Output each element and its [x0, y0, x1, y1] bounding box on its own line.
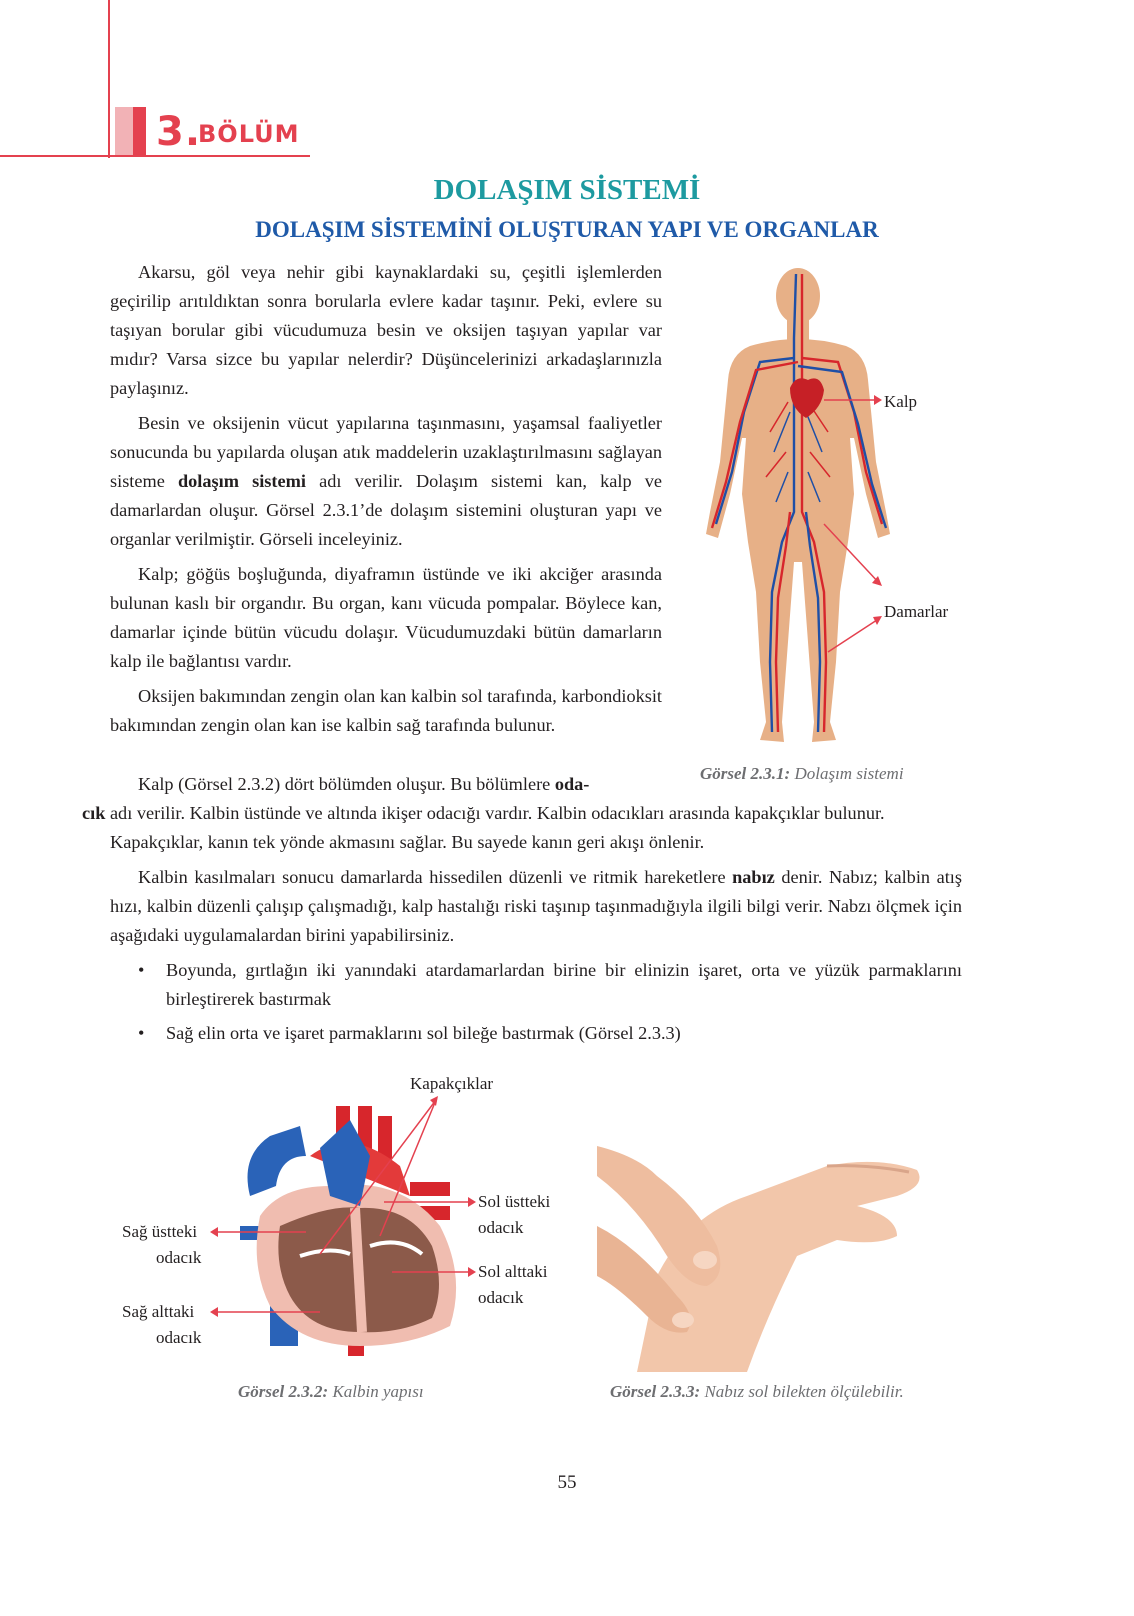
page-title: DOLAŞIM SİSTEMİ [433, 174, 701, 206]
bullet-list [110, 956, 962, 1048]
caption-text-2-3-3: Nabız sol bilekten ölçülebilir. [700, 1382, 904, 1401]
paragraph-5-text-a: Kalp (Görsel 2.3.2) dört bölümden oluşur. Bu bölümlere [138, 774, 555, 794]
term-oda: oda- [554, 774, 590, 794]
bullet-item-1: • Boyunda, gırtlağın iki yanındaki atardamarlardan birine bir elinizin işaret, orta ve yüzük parmaklarını birleştirerek bastırmak [166, 956, 962, 1014]
arrow-left-ventricle [392, 1264, 476, 1280]
label-kalp: Kalp [884, 392, 918, 411]
label-sag-alttaki-2: odacık [156, 1328, 202, 1347]
label-sol-ustteki-2: odacık [478, 1218, 524, 1237]
wrist-pulse-photo [597, 1136, 930, 1372]
header-horizontal-rule [0, 155, 310, 157]
caption-text-2-3-1: Dolaşım sistemi [790, 764, 904, 783]
paragraph-6 [110, 863, 962, 950]
term-dolasim-sistemi: dolaşım sistemi [178, 471, 306, 491]
paragraph-6-text-a: Kalbin kasılmaları sonucu damarlarda hissedilen düzenli ve ritmik hareketlere [138, 867, 733, 887]
term-nabiz: nabız [732, 867, 775, 887]
arrow-right-atrium [210, 1224, 306, 1240]
caption-figure-2-3-2 [238, 1380, 424, 1404]
label-sol-alttaki-2: odacık [478, 1288, 524, 1307]
paragraph-3: Kalp; göğüs boşluğunda, diyaframın üstünde ve iki akciğer arasında bulunan kaslı bir organdır. Bu organ, kanı vücuda pompalar. Böylece kan, damarlar içinde bütün vücudu dolaşır. Vücudumuzdaki bütün damarların kalp ile bağlantısı vardır. [110, 564, 662, 671]
arrow-left-atrium [384, 1194, 476, 1210]
label-sag-ustteki-1: Sağ üstteki [122, 1222, 198, 1241]
chapter-marker-dark [133, 107, 146, 155]
term-cik: cık [82, 803, 106, 823]
chapter-number: 3. [156, 109, 202, 155]
label-sol-alttaki-1: Sol alttaki [478, 1262, 548, 1281]
heart-arrowhead [874, 395, 882, 405]
superior-vena-cava [248, 1126, 307, 1196]
bullet-item-2: • Sağ elin orta ve işaret parmaklarını sol bileğe bastırmak (Görsel 2.3.3) [166, 1019, 962, 1048]
septum [355, 1208, 362, 1332]
arrow-right-ventricle [210, 1304, 320, 1320]
text-full-width [82, 770, 962, 1053]
text-column [110, 258, 662, 746]
label-kapakciklar: Kapakçıklar [410, 1074, 494, 1093]
label-sol-ustteki-1: Sol üstteki [478, 1192, 551, 1211]
label-sag-ustteki-2: odacık [156, 1248, 202, 1267]
body-silhouette [706, 268, 890, 742]
label-sag-alttaki-1: Sağ alttaki [122, 1302, 195, 1321]
paragraph-4: Oksijen bakımından zengin olan kan kalbin sol tarafında, karbondioksit bakımından zengin olan kan ise kalbin sağ tarafında bulunur. [110, 686, 662, 735]
caption-text-2-3-2: Kalbin yapısı [328, 1382, 424, 1401]
chapter-marker-light [115, 107, 133, 155]
section-subtitle: DOLAŞIM SİSTEMİNİ OLUŞTURAN YAPI VE ORGANLAR [255, 217, 879, 242]
caption-ref-2-3-3: Görsel 2.3.3: [610, 1382, 701, 1401]
paragraph-1: Akarsu, göl veya nehir gibi kaynaklardaki su, çeşitli işlemlerden geçirilip arıtıldıktan sonra borularla evlere kadar taşınır. Peki, evlere su taşıyan borular gibi vücudumuza besin ve oksijen taşıyan yapılar var mıdır? Varsa sizce bu yapılar nelerdir? Düşüncelerinizi arkadaşlarınızla paylaşınız. [110, 262, 662, 398]
circulatory-system-illustration [690, 262, 960, 762]
caption-ref-2-3-2: Görsel 2.3.2: [238, 1382, 329, 1401]
paragraph-6-text-b: denir. Nabız; kalbin atış hızı, kalbin düzenli çalışıp çalışmadığı, kalp hastalığı riski taşınıp taşınmadığıyla ilgili bilgi verir. Nabzı ölçmek için aşağıdaki uygulamalardan birini yapabilirsiniz. [110, 867, 962, 945]
paragraph-2-text-b: adı verilir. Dolaşım sistemi kan, kalp ve damarlardan oluşur. Görsel 2.3.1’de dolaşım sistemini oluşturan yapı ve organlar verilmiştir. Görseli inceleyiniz. [110, 471, 663, 549]
paragraph-5 [82, 770, 962, 857]
chapter-word: BÖLÜM [198, 120, 300, 148]
paragraph-5-text-b: adı verilir. Kalbin üstünde ve altında ikişer odacığı vardır. Kalbin odacıkları arasında kapakçıklar bulunur. Kapakçıklar, kanın tek yönde akmasını sağlar. Bu sayede kanın geri akışı önlenir. [105, 803, 885, 852]
paragraph-2 [110, 409, 662, 554]
caption-ref-2-3-1: Görsel 2.3.1: [700, 764, 791, 783]
header-vertical-rule [108, 0, 110, 158]
label-damarlar: Damarlar [884, 602, 949, 621]
page-number: 55 [557, 1472, 577, 1493]
caption-figure-2-3-3 [610, 1380, 904, 1404]
paragraph-2-text-a: Besin ve oksijenin vücut yapılarına taşınmasını, yaşamsal faaliyetler sonucunda bu yapılarda oluşan atık maddelerin uzaklaştırılmasını sağlayan sisteme [110, 413, 662, 491]
